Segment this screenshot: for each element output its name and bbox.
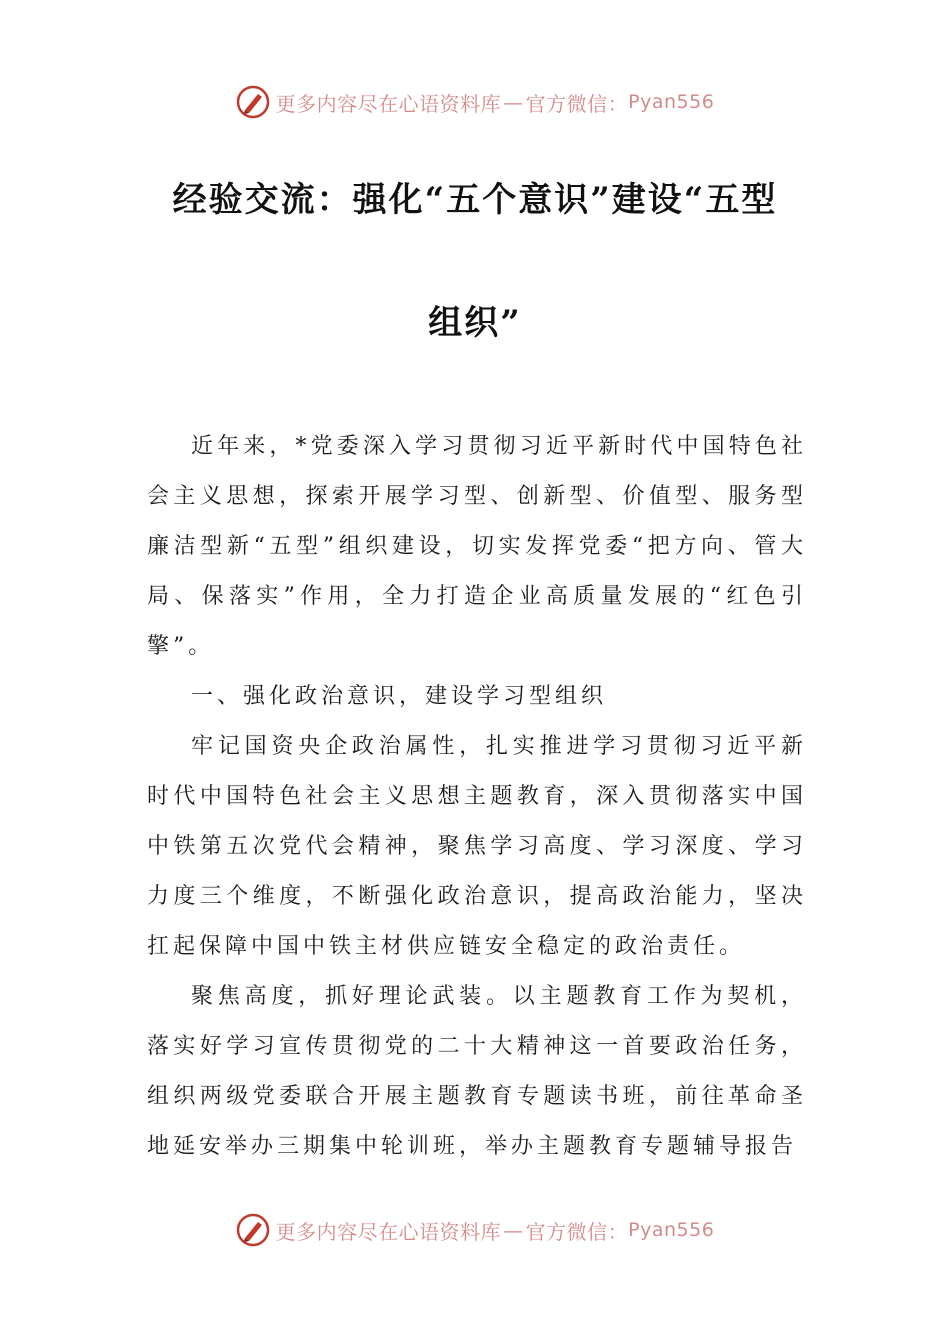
pen-logo-icon [236, 85, 270, 119]
document-body [147, 422, 807, 1172]
watermark-wechat-id: Pyan556 [628, 91, 715, 113]
paragraph-focus-height: 聚焦高度，抓好理论武装。以主题教育工作为契机，落实好学习宣传贯彻党的二十大精神这一首要政治任务，组织两级党委联合开展主题教育专题读书班，前往革命圣地延安举办三期集中轮训班，举办主题教育专题辅导报告 [147, 984, 807, 1159]
section-heading-1: 一、强化政治意识，建设学习型组织 [191, 684, 608, 709]
document-title-line2: 组织” [428, 303, 522, 343]
paragraph-intro: 近年来，*党委深入学习贯彻习近平新时代中国特色社会主义思想，探索开展学习型、创新型、价值型、服务型廉洁型新“五型”组织建设，切实发挥党委“把方向、管大局、保落实”作用，全力打造企业高质量发展的“红色引擎”。 [147, 434, 807, 659]
watermark-label: 官方微信： [525, 1219, 629, 1244]
watermark-main-text: 更多内容尽在心语资料库 [275, 91, 502, 116]
watermark-main-text: 更多内容尽在心语资料库 [275, 1219, 502, 1244]
document-title-line1: 经验交流：强化“五个意识”建设“五型 [172, 180, 778, 220]
watermark-separator: — [503, 90, 524, 114]
watermark-header [0, 82, 950, 122]
paragraph-section-1: 牢记国资央企政治属性，扎实推进学习贯彻习近平新时代中国特色社会主义思想主题教育，深入贯彻落实中国中铁第五次党代会精神，聚焦学习高度、学习深度、学习力度三个维度，不断强化政治意识，提高政治能力，坚决扛起保障中国中铁主材供应链安全稳定的政治责任。 [147, 734, 807, 959]
watermark-label: 官方微信： [525, 91, 629, 116]
watermark-wechat-id: Pyan556 [628, 1219, 715, 1241]
pen-logo-icon [236, 1213, 270, 1247]
watermark-separator: — [503, 1218, 524, 1242]
watermark-footer [0, 1210, 950, 1250]
